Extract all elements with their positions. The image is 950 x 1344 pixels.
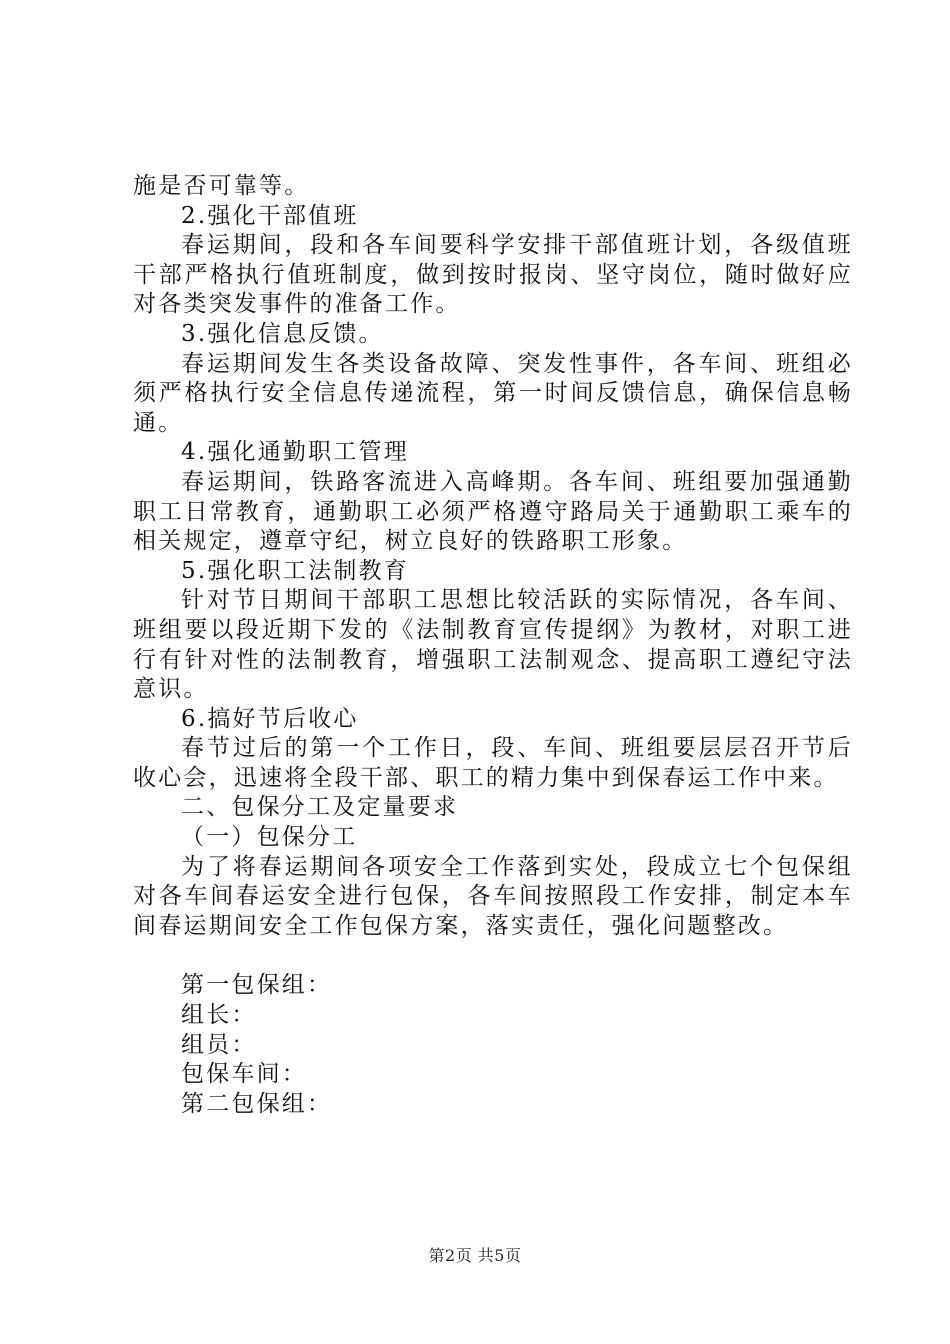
paragraph-legal: 针对节日期间干部职工思想比较活跃的实际情况，各车间、班组要以段近期下发的《法制教育宣传提纲》为教材，对职工进行有针对性的法制教育，增强职工法制观念、提高职工遵纪守法意识。 xyxy=(133,587,853,703)
list-item: 组长： xyxy=(181,1002,257,1029)
paragraph-duty: 春运期间，段和各车间要科学安排干部值班计划，各级值班干部严格执行值班制度，做到按时报岗、坚守岗位，随时做好应对各类突发事件的准备工作。 xyxy=(133,232,853,318)
page-footer: 第2页 共5页 xyxy=(428,1246,522,1265)
heading-legal: 5.强化职工法制教育 xyxy=(181,557,409,584)
list-item: 组员： xyxy=(181,1031,257,1058)
document-body xyxy=(133,172,853,1119)
paragraph-gap xyxy=(133,941,853,971)
list-item: 第一包保组： xyxy=(181,972,333,999)
list-item: 第二包保组： xyxy=(181,1090,333,1117)
subsection-heading-1: （一）包保分工 xyxy=(181,824,358,851)
paragraph-continuation: 施是否可靠等。 xyxy=(133,173,310,199)
heading-duty: 2.强化干部值班 xyxy=(181,202,359,229)
paragraph-feedback: 春运期间发生各类设备故障、突发性事件，各车间、班组必须严格执行安全信息传递流程，第一时间反馈信息，确保信息畅通。 xyxy=(133,350,853,436)
paragraph-after-holiday: 春节过后的第一个工作日，段、车间、班组要层层召开节后收心会，迅速将全段干部、职工的精力集中到保春运工作中来。 xyxy=(133,735,853,791)
paragraph-assignment: 为了将春运期间各项安全工作落到实处，段成立七个包保组对各车间春运安全进行包保，各车间按照段工作安排，制定本车间春运期间安全工作包保方案，落实责任，强化问题整改。 xyxy=(133,853,853,939)
section-heading-2: 二、包保分工及定量要求 xyxy=(181,794,459,821)
list-item: 包保车间： xyxy=(181,1061,307,1088)
heading-commuter: 4.强化通勤职工管理 xyxy=(181,439,409,466)
heading-feedback: 3.强化信息反馈。 xyxy=(181,320,384,347)
paragraph-commuter: 春运期间，铁路客流进入高峰期。各车间、班组要加强通勤职工日常教育，通勤职工必须严格遵守路局关于通勤职工乘车的相关规定，遵章守纪，树立良好的铁路职工形象。 xyxy=(133,468,853,555)
heading-after-holiday: 6.搞好节后收心 xyxy=(181,705,359,732)
